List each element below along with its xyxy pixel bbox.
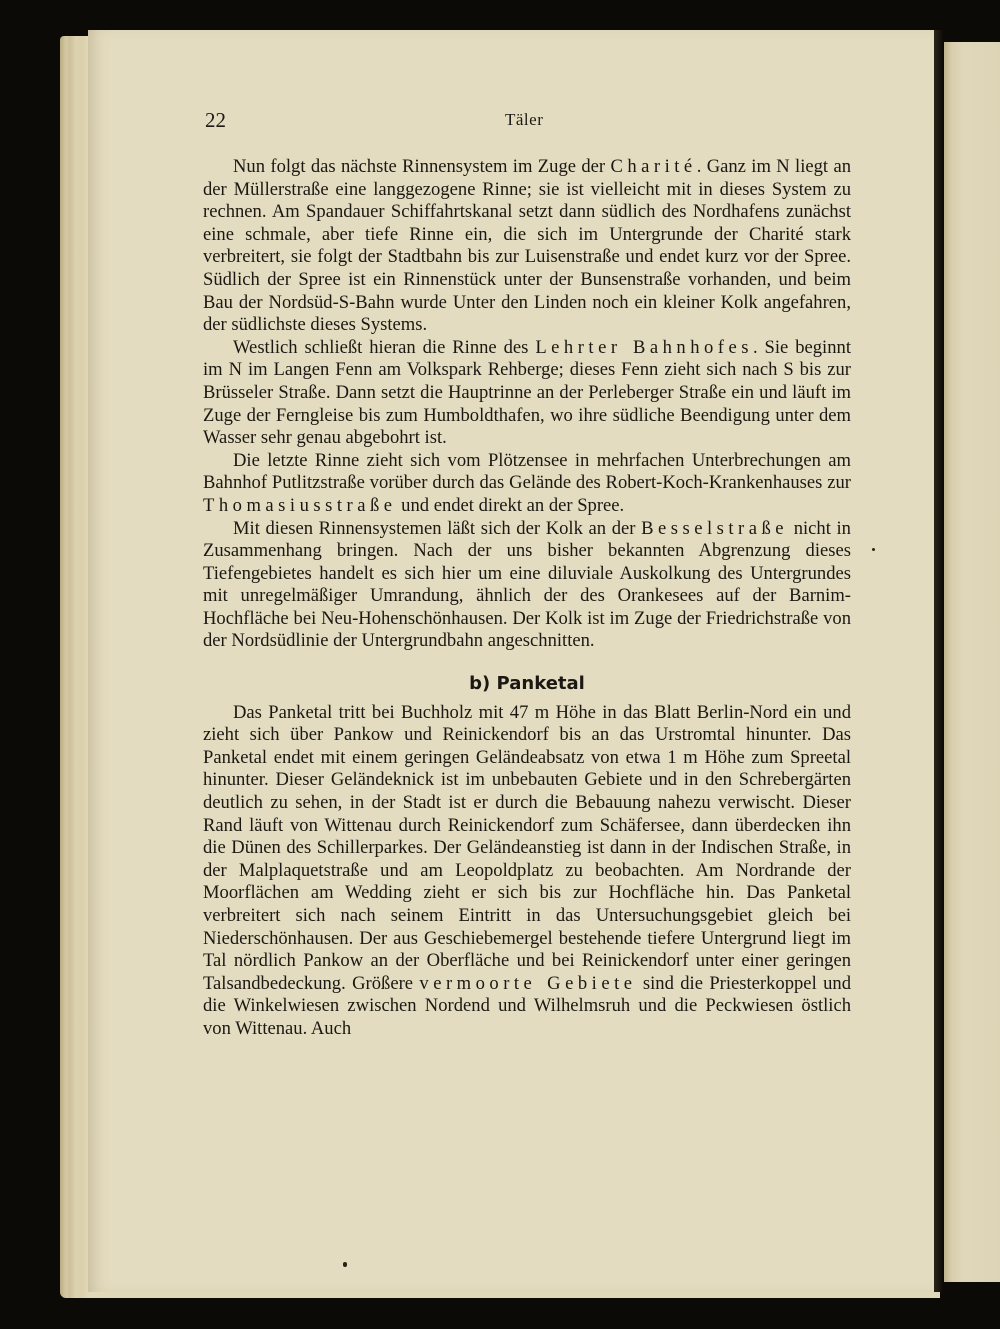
paragraph-3-emphasis: Thomasiusstraße (203, 494, 397, 516)
paragraph-4-text-a: Mit diesen Rinnensystemen läßt sich der Kolk an der (233, 517, 636, 539)
section-heading: b) Panketal (469, 673, 585, 695)
paragraph-5-text-a: Das Panketal tritt bei Buchholz mit 47 m Höhe in das Blatt Berlin-Nord ein und zieht sich über Pankow und Reinickendorf bis an das Urstromtal hinunter. Das Panketal endet mit einem geringen Geländeabsatz von etwa 1 m Höhe zum Spreetal hinunter. Dieser Geländeknick ist im unbebauten Gebiete und in den Schrebergärten deutlich zu sehen, in der Stadt ist er durch die Bebauung nahezu verwischt. Dieser Rand läuft von Wittenau durch Reinickendorf zum Schäfersee, dann überdecken ihn die Dünen des Schillerparkes. Der Geländeanstieg ist dann in der Indischen Straße, in der Malplaquetstraße und am Leopoldplatz zu beobachten. Am Nordrande der Moorflächen am Wedding zieht er sich bis zur Hochfläche hin. Das Panketal verbreitert sich nach seinem Eintritt in das Untersuchungsgebiet gleich bei Niederschönhausen. Der aus Geschiebemergel bestehende tiefere Untergrund liegt im Tal nördlich Pankow an der Oberfläche und bei Reinickendorf unter einer geringen Talsandbedeckung. Größere (203, 701, 851, 994)
paragraph-5-emphasis: vermoorte Gebiete (419, 972, 637, 994)
paragraph-1 (203, 156, 851, 337)
paragraph-2-emphasis: Lehrter Bahnhofes (535, 336, 753, 358)
page-header (205, 108, 850, 138)
paragraph-3-text-c: und endet direkt an der Spree. (401, 494, 625, 516)
paragraph-4-emphasis: Besselstraße (641, 517, 789, 539)
paragraph-2-text-c: . Sie beginnt im N im Langen Fenn am Volkspark Rehberge; dieses Fenn zieht sich nach S bis zur Brüsseler Straße. Dann setzt die Hauptrinne an der Perleberger Straße ein und läuft im Zuge der Ferngleise bis zum Humboldthafen, wo ihre südliche Beendigung unter dem Wasser sehr genau abgebohrt ist. (203, 336, 851, 449)
page-number: 22 (205, 108, 226, 132)
ink-speck (343, 1262, 347, 1267)
book-gutter (934, 30, 944, 1292)
ink-speck (872, 548, 875, 551)
paragraph-3-text-a: Die letzte Rinne zieht sich vom Plötzensee in mehrfachen Unterbrechungen am Bahnhof Putlitzstraße vorüber durch das Gelände des Robert-Koch-Krankenhauses zur (203, 449, 851, 494)
paragraph-4-text-c: nicht in Zusammenhang bringen. Nach der uns bisher bekannten Abgrenzung dieses Tiefengebietes handelt es sich hier um eine diluviale Auskolkung des Untergrundes mit unregelmäßiger Umrandung, ähnlich der des Orankesees auf der Barnim-Hochfläche bei Neu-Hohenschönhausen. Der Kolk ist im Zuge der Friedrichstraße von der Nordsüdlinie der Untergrundbahn angeschnitten. (203, 517, 851, 652)
paragraph-1-emphasis: Charité (610, 156, 697, 177)
paragraph-3 (203, 450, 851, 518)
paragraph-2 (203, 337, 851, 450)
running-head: Täler (505, 110, 544, 129)
right-page-edge (944, 42, 1000, 1282)
paragraph-5 (203, 702, 851, 1041)
paragraph-1-text-a: Nun folgt das nächste Rinnensystem im Zuge der (233, 156, 606, 177)
paragraph-4 (203, 518, 851, 654)
paragraph-5-text-c: sind die Priesterkoppel und die Winkelwiesen zwischen Nordend und Wilhelmsruh und die Peckwiesen östlich von Wittenau. Auch (203, 972, 851, 1039)
body-text (203, 156, 851, 1041)
paragraph-1-text-c: . Ganz im N liegt an der Müllerstraße eine langgezogene Rinne; sie ist vielleicht mit in dieses System zu rechnen. Am Spandauer Schiffahrtskanal setzt dann südlich des Nordhafens zunächst eine schmale, aber tiefe Rinne ein, die sich im Untergrunde der Charité stark verbreitert, sie folgt der Stadtbahn bis zur Luisenstraße und endet kurz vor der Spree. Südlich der Spree ist ein Rinnenstück unter der Bunsenstraße vorhanden, und beim Bau der Nordsüd-S-Bahn wurde Unter den Linden noch ein kleiner Kolk angefahren, der südlichste dieses Systems. (203, 156, 851, 336)
paragraph-2-text-a: Westlich schließt hieran die Rinne des (233, 336, 529, 358)
